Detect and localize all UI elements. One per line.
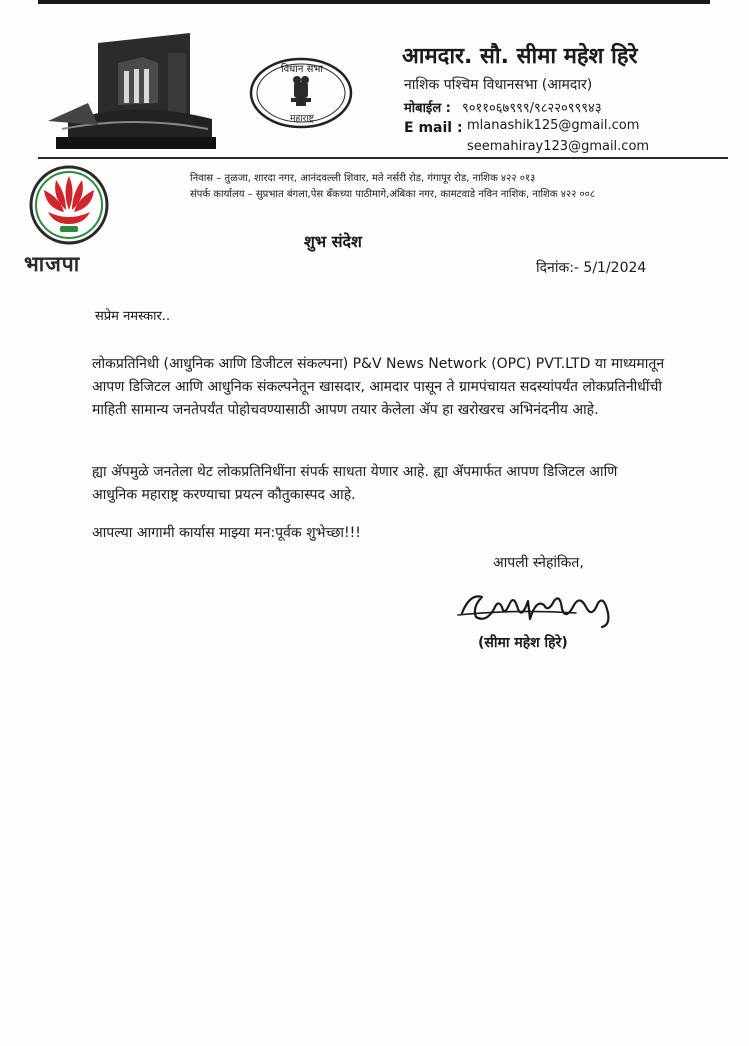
- signature: [456, 583, 618, 629]
- party-name: भाजपा: [24, 252, 81, 276]
- constituency: नाशिक पश्चिम विधानसभा (आमदार): [404, 77, 593, 93]
- paragraph-1: लोकप्रतिनिधी (आधुनिक आणि डिजीटल संकल्पना) P&V News Network (OPC) PVT.LTD या माध्यमातून आपण डिजिटल आणि आधुनिक संकल्पनेतून खासदार, आमदार पासून ते ग्रामपंचायत सदस्यांपर्यंत लोकप्रतिनीधींची माहिती सामान्य जनतेपर्यंत पोहोचवण्यासाठी आपण तयार केलेला ॲप हा खरोखरच अभिनंदनीय आहे.: [92, 356, 665, 418]
- seal-top-text: विधान सभा: [281, 64, 323, 75]
- greeting: सप्रेम नमस्कार..: [95, 309, 171, 324]
- email-primary: mlanashik125@gmail.com: [467, 118, 640, 133]
- header-divider: [38, 157, 728, 159]
- top-rule: [38, 0, 710, 4]
- vidhan-bhavan-building-logo: [48, 33, 220, 155]
- mobile-label: मोबाईल :: [404, 101, 451, 116]
- email-secondary: seemahiray123@gmail.com: [467, 139, 650, 154]
- paragraph-3: आपल्या आगामी कार्यास माझ्या मन:पूर्वक शुभेच्छा!!!: [92, 525, 361, 541]
- letter-date: दिनांक:- 5/1/2024: [536, 260, 647, 276]
- mobile-number: ९०११०६७९९९/९८२२०९९९४३: [462, 101, 602, 116]
- closing-line: आपली स्नेहांकित,: [493, 555, 584, 571]
- office-address: संपर्क कार्यालय – सुप्रभात बंगला,पेस बँकच्या पाठीमागे,अंबिका नगर, कामटवाडे नविन नाशिक, नाशिक ४२२ ००८: [190, 189, 596, 200]
- letter-heading: शुभ संदेश: [304, 232, 362, 251]
- residence-address: निवास – तुळजा, शारदा नगर, आनंदवल्ली शिवार, मते नर्सरी रोड, गंगापूर रोड, नाशिक ४२२ ०१३: [190, 173, 536, 184]
- bjp-lotus-icon: [26, 164, 112, 246]
- mla-name: आमदार. सौ. सीमा महेश हिरे: [402, 44, 638, 69]
- seal-bottom-text: महाराष्ट्र: [290, 114, 314, 124]
- email-label: E mail :: [404, 120, 463, 136]
- paragraph-2: ह्या ॲपमुळे जनतेला थेट लोकप्रतिनिधींना संपर्क साधता येणार आहे. ह्या ॲपमार्फत आपण डिजिटल आणि आधुनिक महाराष्ट्र करण्याचा प्रयत्न कौतुकास्पद आहे.: [92, 464, 618, 503]
- signatory-name: (सीमा महेश हिरे): [478, 635, 568, 651]
